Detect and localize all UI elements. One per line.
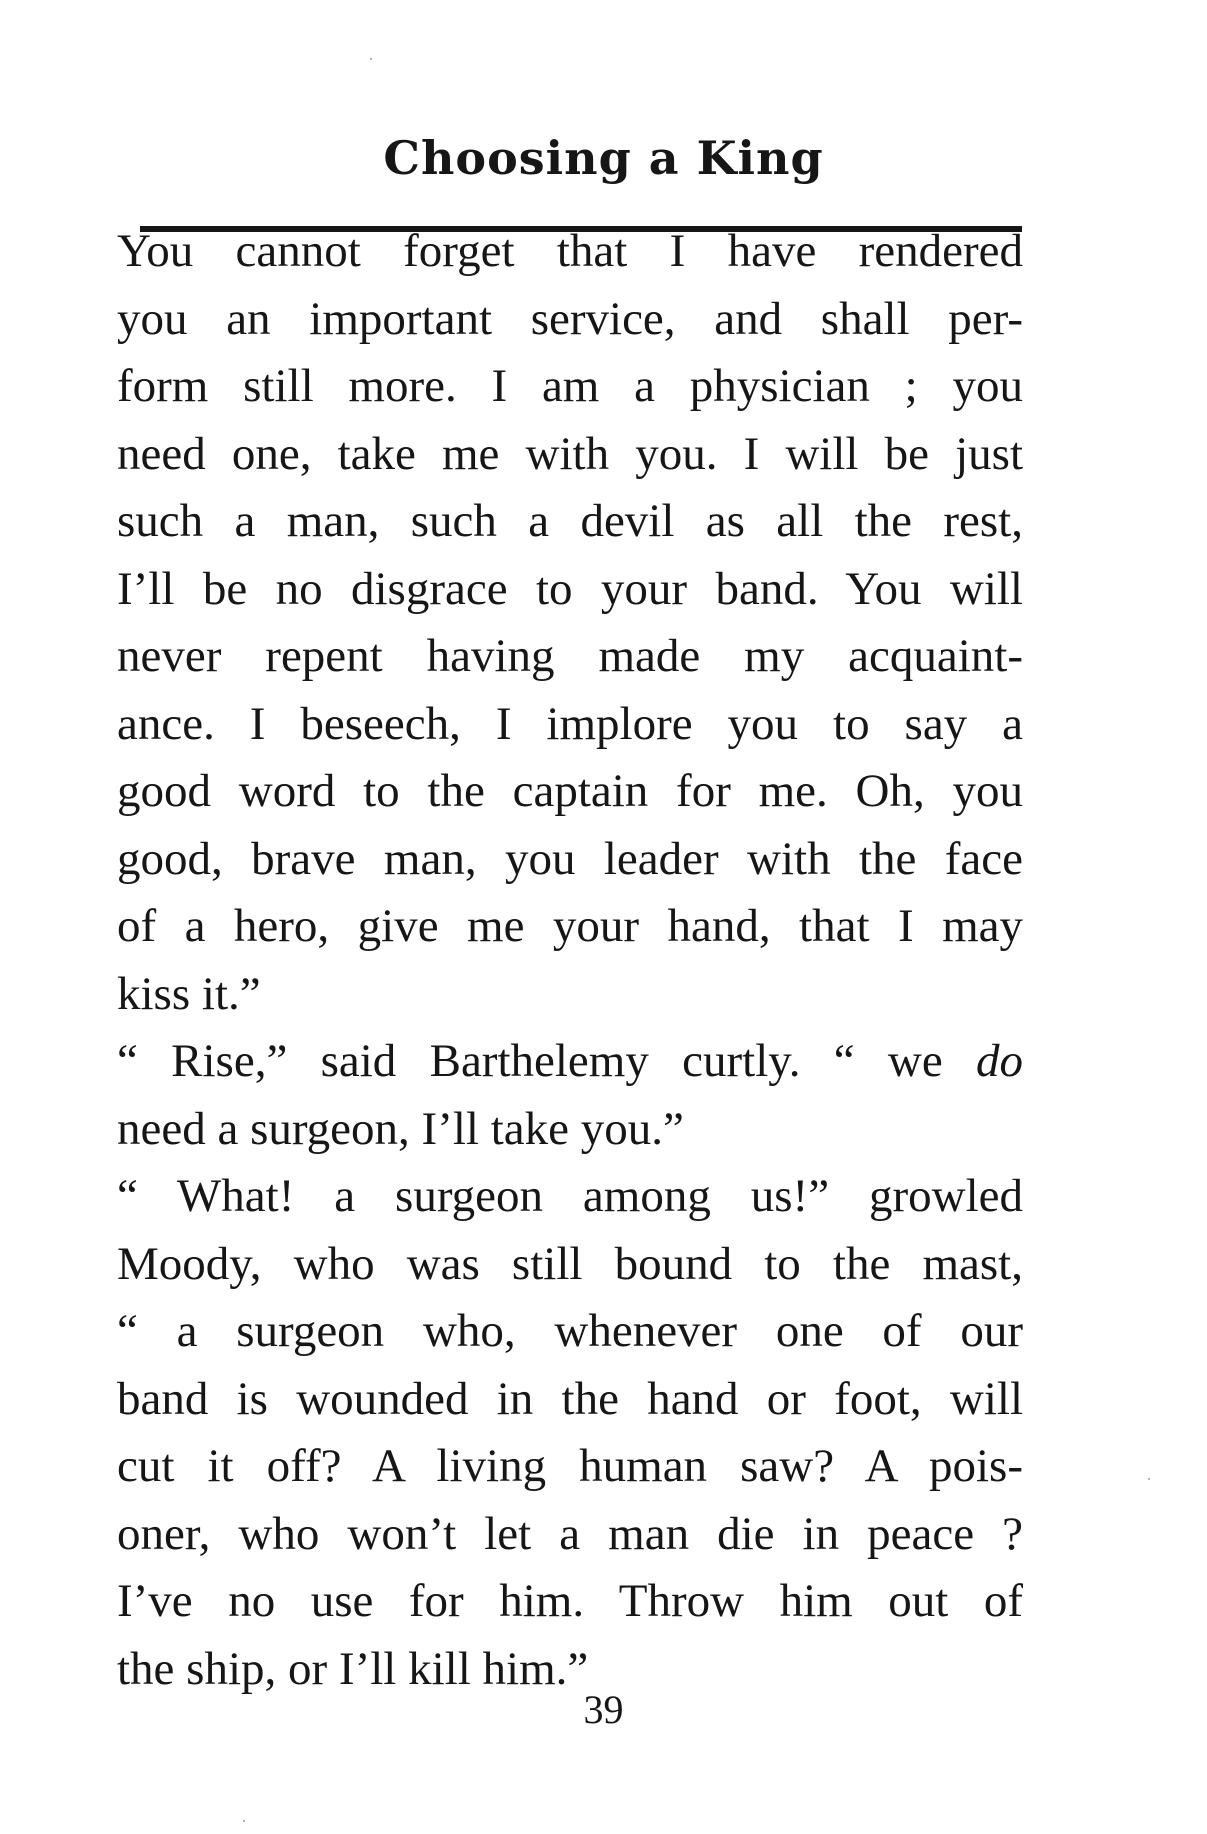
scan-speck (1148, 1478, 1150, 1480)
running-head: Choosing a King (383, 131, 824, 185)
text-line: the ship, or I’ll kill him.” (117, 1642, 589, 1695)
emphasized-word: do (976, 1035, 1023, 1087)
text-line: you an important service, and shall per- (117, 292, 1023, 345)
text-line: Moody, who was still bound to the mast, (117, 1237, 1023, 1290)
scan-speck (370, 58, 372, 60)
text-line: never repent having made my acquaint- (117, 630, 1023, 682)
text-line: I’ll be no disgrace to your band. You will (117, 562, 1023, 615)
text-line: need one, take me with you. I will be just (117, 427, 1023, 480)
text-line: band is wounded in the hand or foot, will (117, 1372, 1023, 1425)
text-line: You cannot forget that I have rendered (117, 225, 1023, 277)
text-line: good word to the captain for me. Oh, you (117, 765, 1023, 817)
text-line: oner, who won’t let a man die in peace ? (117, 1507, 1023, 1560)
text-line: such a man, such a devil as all the rest, (117, 495, 1023, 547)
text-line: ance. I beseech, I implore you to say a (117, 697, 1023, 750)
text-line: cut it off? A living human saw? A pois- (117, 1440, 1023, 1492)
text-line: “ Rise,” said Barthelemy curtly. “ we do (117, 1035, 1023, 1087)
text-line: of a hero, give me your hand, that I may (117, 900, 1023, 952)
text-line: form still more. I am a physician ; you (117, 360, 1023, 412)
text-line: kiss it.” (117, 967, 261, 1020)
body-text (117, 218, 1023, 1703)
page-number: 39 (583, 1687, 624, 1732)
text-line: I’ve no use for him. Throw him out of (117, 1575, 1023, 1627)
text-line: “ What! a surgeon among us!” growled (117, 1170, 1023, 1222)
text-line: good, brave man, you leader with the face (117, 832, 1023, 885)
text-line: need a surgeon, I’ll take you.” (117, 1102, 684, 1155)
text-line: “ a surgeon who, whenever one of our (117, 1305, 1023, 1357)
scan-speck (243, 1820, 245, 1822)
